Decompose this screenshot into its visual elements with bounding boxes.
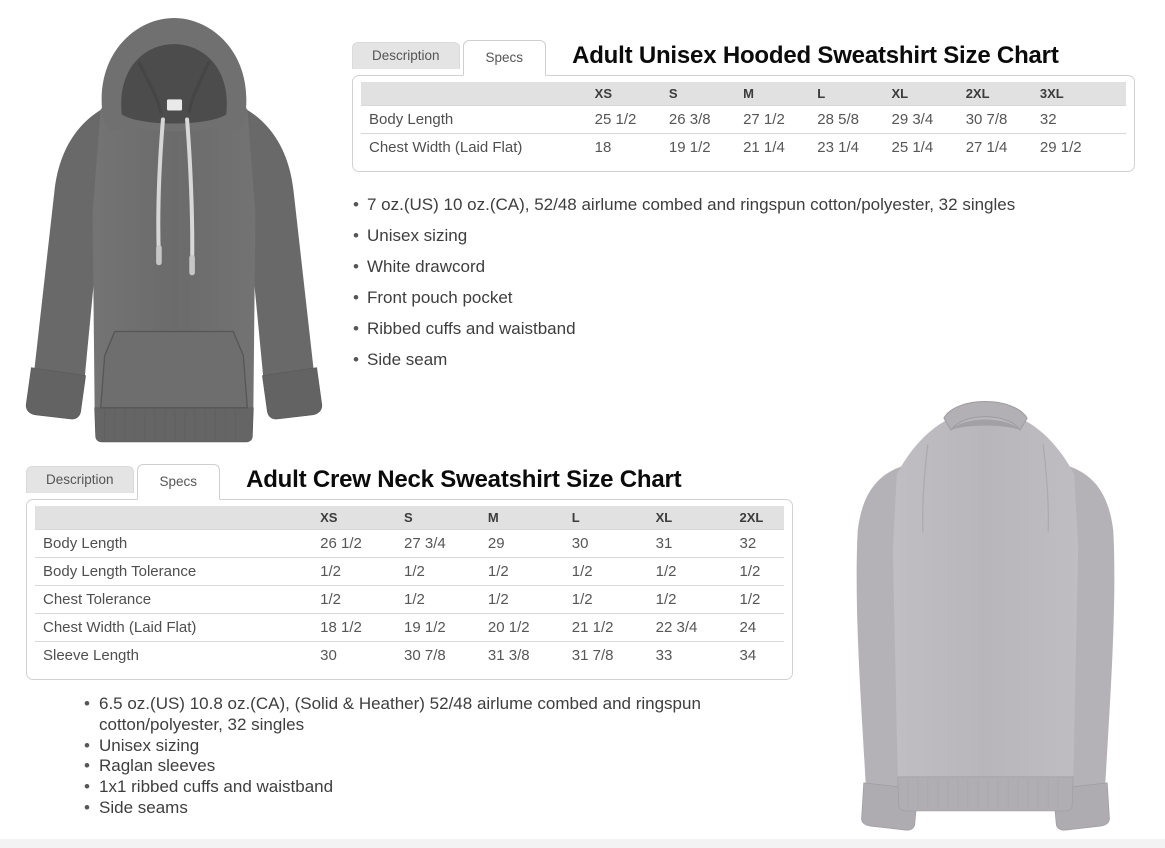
cell: 19 1/2 (396, 614, 480, 642)
row-label: Chest Width (Laid Flat) (35, 614, 312, 642)
hooded-feature-list (352, 196, 1135, 369)
row-label: Body Length (361, 106, 587, 134)
cell: 18 1/2 (312, 614, 396, 642)
hooded-tab-description[interactable]: Description (352, 42, 460, 69)
cell: 34 (732, 642, 785, 670)
hooded-size-table (361, 82, 1126, 161)
table-row (35, 586, 784, 614)
feature-item: • Front pouch pocket (352, 289, 1135, 307)
crew-col-s: S (396, 506, 480, 530)
cell: 31 7/8 (564, 642, 648, 670)
hooded-col-m: M (735, 82, 809, 106)
cell: 29 3/4 (883, 106, 957, 134)
hooded-col-3xl: 3XL (1032, 82, 1126, 106)
cell: 1/2 (312, 586, 396, 614)
crew-size-table-card (26, 499, 793, 680)
bottom-divider (0, 839, 1165, 848)
cell: 30 7/8 (396, 642, 480, 670)
feature-item: • Side seams (83, 798, 731, 819)
feature-item: • Ribbed cuffs and waistband (352, 320, 1135, 338)
cell: 31 (648, 530, 732, 558)
cell: 33 (648, 642, 732, 670)
cell: 1/2 (396, 558, 480, 586)
hoodie-waistband (95, 408, 254, 442)
cell: 28 5/8 (809, 106, 883, 134)
table-row (35, 614, 784, 642)
crew-chart-title: Adult Crew Neck Sweatshirt Size Chart (246, 466, 682, 493)
row-label: Body Length (35, 530, 312, 558)
feature-item: • Unisex sizing (352, 227, 1135, 245)
cell: 29 (480, 530, 564, 558)
hooded-tab-specs[interactable]: Specs (463, 40, 547, 76)
cell: 27 1/2 (735, 106, 809, 134)
hooded-sweatshirt-image (8, 6, 340, 448)
hooded-table-header-row (361, 82, 1126, 106)
table-row (35, 642, 784, 670)
hooded-col-corner (361, 82, 587, 106)
cell: 27 3/4 (396, 530, 480, 558)
cell: 1/2 (564, 586, 648, 614)
hoodie-neck-label (167, 99, 182, 110)
feature-item: • 1x1 ribbed cuffs and waistband (83, 777, 731, 798)
cell: 29 1/2 (1032, 134, 1126, 162)
crew-col-2xl: 2XL (732, 506, 785, 530)
feature-item: • 6.5 oz.(US) 10.8 oz.(CA), (Solid & Heather) 52/48 airlume combed and ringspun cotton/polyester, 32 singles (83, 694, 731, 736)
table-row (361, 106, 1126, 134)
cell: 1/2 (480, 558, 564, 586)
hooded-col-xl: XL (883, 82, 957, 106)
cell: 23 1/4 (809, 134, 883, 162)
crew-tabs (26, 464, 793, 499)
feature-item: • Side seam (352, 351, 1135, 369)
crew-col-m: M (480, 506, 564, 530)
row-label: Body Length Tolerance (35, 558, 312, 586)
feature-item: • 7 oz.(US) 10 oz.(CA), 52/48 airlume combed and ringspun cotton/polyester, 32 singles (352, 196, 1135, 214)
feature-item: • Unisex sizing (83, 736, 731, 757)
hoodie-pouch-pocket (101, 331, 248, 407)
cell: 26 1/2 (312, 530, 396, 558)
cell: 1/2 (312, 558, 396, 586)
crew-tab-specs[interactable]: Specs (137, 464, 221, 500)
cell: 1/2 (732, 586, 785, 614)
crew-col-xl: XL (648, 506, 732, 530)
feature-item: • White drawcord (352, 258, 1135, 276)
cell: 1/2 (480, 586, 564, 614)
cell: 22 3/4 (648, 614, 732, 642)
hooded-size-table-card (352, 75, 1135, 172)
hooded-col-l: L (809, 82, 883, 106)
hooded-tabs (352, 40, 1135, 75)
table-row (361, 134, 1126, 162)
crew-waistband (898, 777, 1073, 811)
cell: 20 1/2 (480, 614, 564, 642)
table-row (35, 530, 784, 558)
hooded-col-s: S (661, 82, 735, 106)
cell: 25 1/4 (883, 134, 957, 162)
row-label: Sleeve Length (35, 642, 312, 670)
cell: 32 (732, 530, 785, 558)
crew-col-corner (35, 506, 312, 530)
feature-item: • Raglan sleeves (83, 756, 731, 777)
crew-col-xs: XS (312, 506, 396, 530)
cell: 19 1/2 (661, 134, 735, 162)
crew-size-table (35, 506, 784, 669)
cell: 21 1/4 (735, 134, 809, 162)
cell: 30 (564, 530, 648, 558)
cell: 18 (587, 134, 661, 162)
row-label: Chest Width (Laid Flat) (361, 134, 587, 162)
crew-col-l: L (564, 506, 648, 530)
cell: 27 1/4 (958, 134, 1032, 162)
cell: 26 3/8 (661, 106, 735, 134)
cell: 24 (732, 614, 785, 642)
crew-table-header-row (35, 506, 784, 530)
cell: 1/2 (732, 558, 785, 586)
cell: 25 1/2 (587, 106, 661, 134)
hoodie-hood (102, 18, 247, 131)
cell: 21 1/2 (564, 614, 648, 642)
crew-torso (893, 410, 1078, 779)
hooded-col-2xl: 2XL (958, 82, 1032, 106)
cell: 31 3/8 (480, 642, 564, 670)
hooded-size-chart-panel (352, 40, 1135, 382)
cell: 1/2 (648, 558, 732, 586)
cell: 1/2 (564, 558, 648, 586)
cell: 32 (1032, 106, 1126, 134)
cell: 30 7/8 (958, 106, 1032, 134)
cell: 1/2 (648, 586, 732, 614)
hooded-col-xs: XS (587, 82, 661, 106)
table-row (35, 558, 784, 586)
crew-size-chart-panel (26, 464, 793, 819)
crew-feature-list (83, 694, 731, 819)
hooded-chart-title: Adult Unisex Hooded Sweatshirt Size Chart (572, 42, 1059, 69)
cell: 30 (312, 642, 396, 670)
crew-neck-sweatshirt-image (806, 376, 1165, 842)
cell: 1/2 (396, 586, 480, 614)
row-label: Chest Tolerance (35, 586, 312, 614)
crew-tab-description[interactable]: Description (26, 466, 134, 493)
